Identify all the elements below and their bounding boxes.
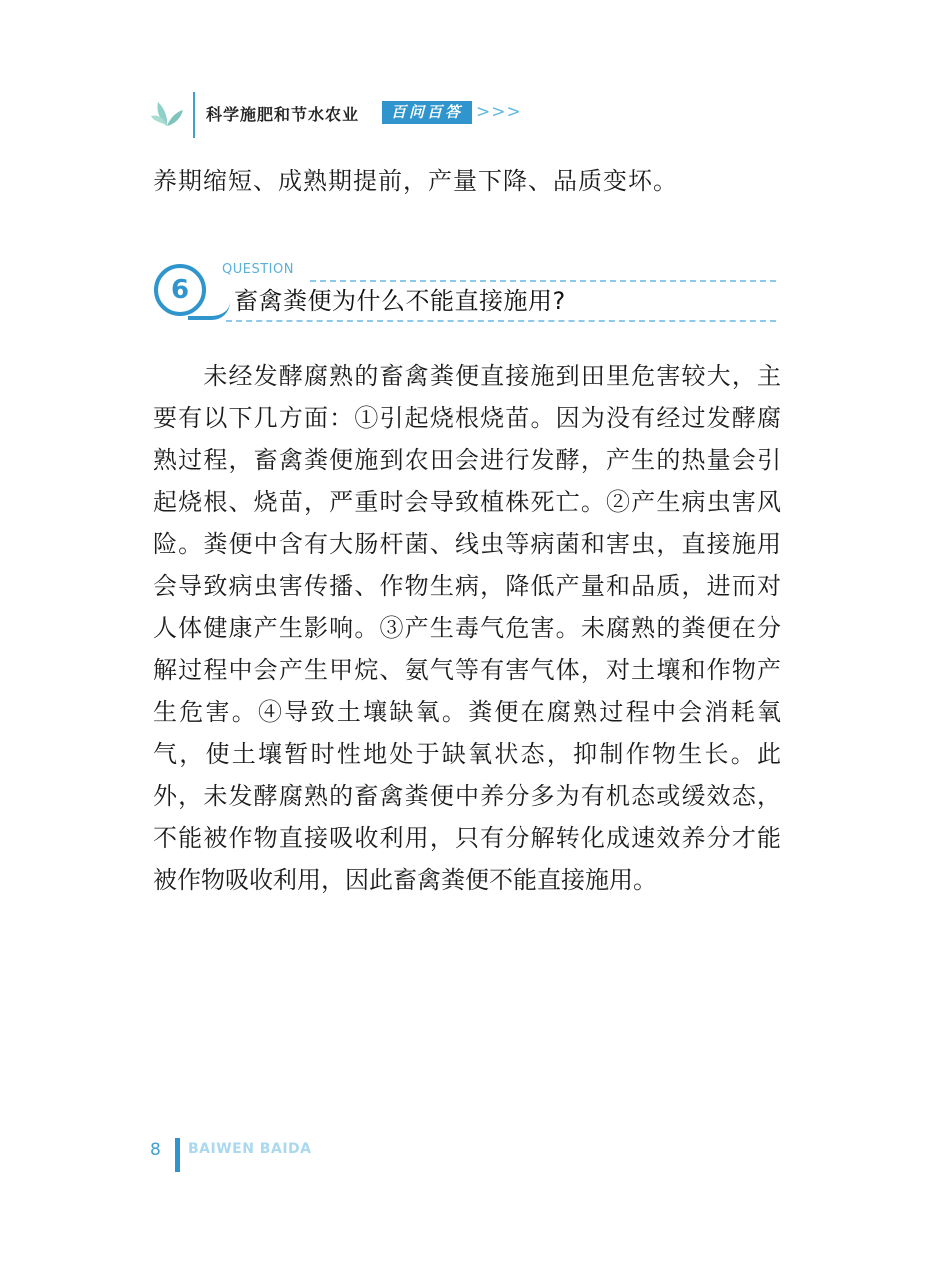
footer-divider xyxy=(175,1138,180,1172)
answer-line: 熟过程，畜禽粪便施到农田会进行发酵，产生的热量会引 xyxy=(153,446,781,474)
page-footer xyxy=(150,1136,350,1176)
question-title: 畜禽粪便为什么不能直接施用? xyxy=(234,287,566,315)
answer-line: 险。粪便中含有大肠杆菌、线虫等病菌和害虫，直接施用 xyxy=(153,530,781,558)
header-divider xyxy=(193,92,195,138)
answer-line: 解过程中会产生甲烷、氨气等有害气体，对土壤和作物产 xyxy=(153,656,781,684)
answer-line: 未经发酵腐熟的畜禽粪便直接施到田里危害较大，主 xyxy=(153,362,781,390)
answer-line: 被作物吸收利用，因此畜禽粪便不能直接施用。 xyxy=(153,866,657,894)
leaf-icon xyxy=(150,96,184,128)
continuation-paragraph: 养期缩短、成熟期提前，产量下降、品质变坏。 xyxy=(153,167,678,195)
page-header xyxy=(150,92,570,138)
book-title: 科学施肥和节水农业 xyxy=(206,105,360,124)
question-number-badge: 6 xyxy=(154,264,206,316)
answer-paragraph xyxy=(153,355,781,901)
answer-line: 气，使土壤暂时性地处于缺氧状态，抑制作物生长。此 xyxy=(153,740,781,768)
answer-line: 起烧根、烧苗，严重时会导致植株死亡。②产生病虫害风 xyxy=(153,488,781,516)
question-heading xyxy=(154,258,778,324)
answer-line: 外，未发酵腐熟的畜禽粪便中养分多为有机态或缓效态， xyxy=(153,782,781,810)
question-label: QUESTION xyxy=(222,262,294,277)
answer-line: 人体健康产生影响。③产生毒气危害。未腐熟的粪便在分 xyxy=(153,614,781,642)
series-tag: 百问百答 xyxy=(382,101,472,124)
footer-brand: BAIWEN BAIDA xyxy=(188,1141,312,1157)
answer-line: 不能被作物直接吸收利用，只有分解转化成速效养分才能 xyxy=(153,824,781,852)
answer-line: 会导致病虫害传播、作物生病，降低产量和品质，进而对 xyxy=(153,572,781,600)
answer-line: 要有以下几方面：①引起烧根烧苗。因为没有经过发酵腐 xyxy=(153,404,781,432)
series-arrows: >>> xyxy=(476,102,522,122)
question-divider-top xyxy=(310,280,776,282)
question-divider-bottom xyxy=(226,320,776,322)
page-number: 8 xyxy=(150,1140,161,1160)
answer-line: 生危害。④导致土壤缺氧。粪便在腐熟过程中会消耗氧 xyxy=(153,698,781,726)
